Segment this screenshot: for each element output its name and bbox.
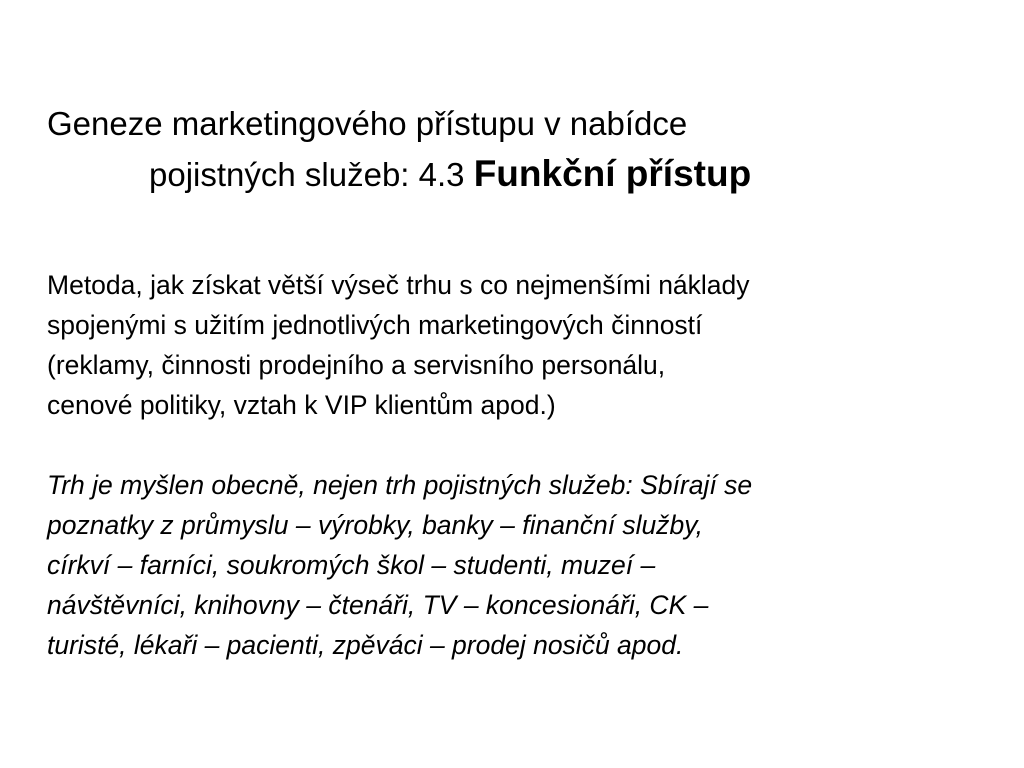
paragraph-market: [47, 465, 997, 665]
paragraph-line: poznatky z průmyslu – výrobky, banky – finanční služby,: [47, 510, 703, 540]
title-emphasis: Funkční přístup: [473, 153, 752, 194]
paragraph-method: [47, 265, 997, 425]
slide-title: [47, 99, 987, 200]
paragraph-line: spojenými s užitím jednotlivých marketingových činností: [47, 310, 703, 340]
paragraph-line: církví – farníci, soukromých škol – studenti, muzeí –: [47, 550, 656, 580]
title-line-1: Geneze marketingového přístupu v nabídce: [47, 105, 688, 142]
slide-body: [47, 265, 997, 665]
paragraph-line: (reklamy, činnosti prodejního a servisního personálu,: [47, 350, 666, 380]
paragraph-line: turisté, lékaři – pacienti, zpěváci – prodej nosičů apod.: [47, 630, 684, 660]
title-line-2: [47, 149, 987, 200]
paragraph-line: Metoda, jak získat větší výseč trhu s co nejmenšími náklady: [47, 270, 750, 300]
paragraph-line: Trh je myšlen obecně, nejen trh pojistných služeb: Sbírají se: [47, 470, 753, 500]
paragraph-line: návštěvníci, knihovny – čtenáři, TV – koncesionáři, CK –: [47, 590, 709, 620]
paragraph-line: cenové politiky, vztah k VIP klientům apod.): [47, 390, 556, 420]
title-line-2-prefix: pojistných služeb: 4.3: [149, 156, 474, 193]
